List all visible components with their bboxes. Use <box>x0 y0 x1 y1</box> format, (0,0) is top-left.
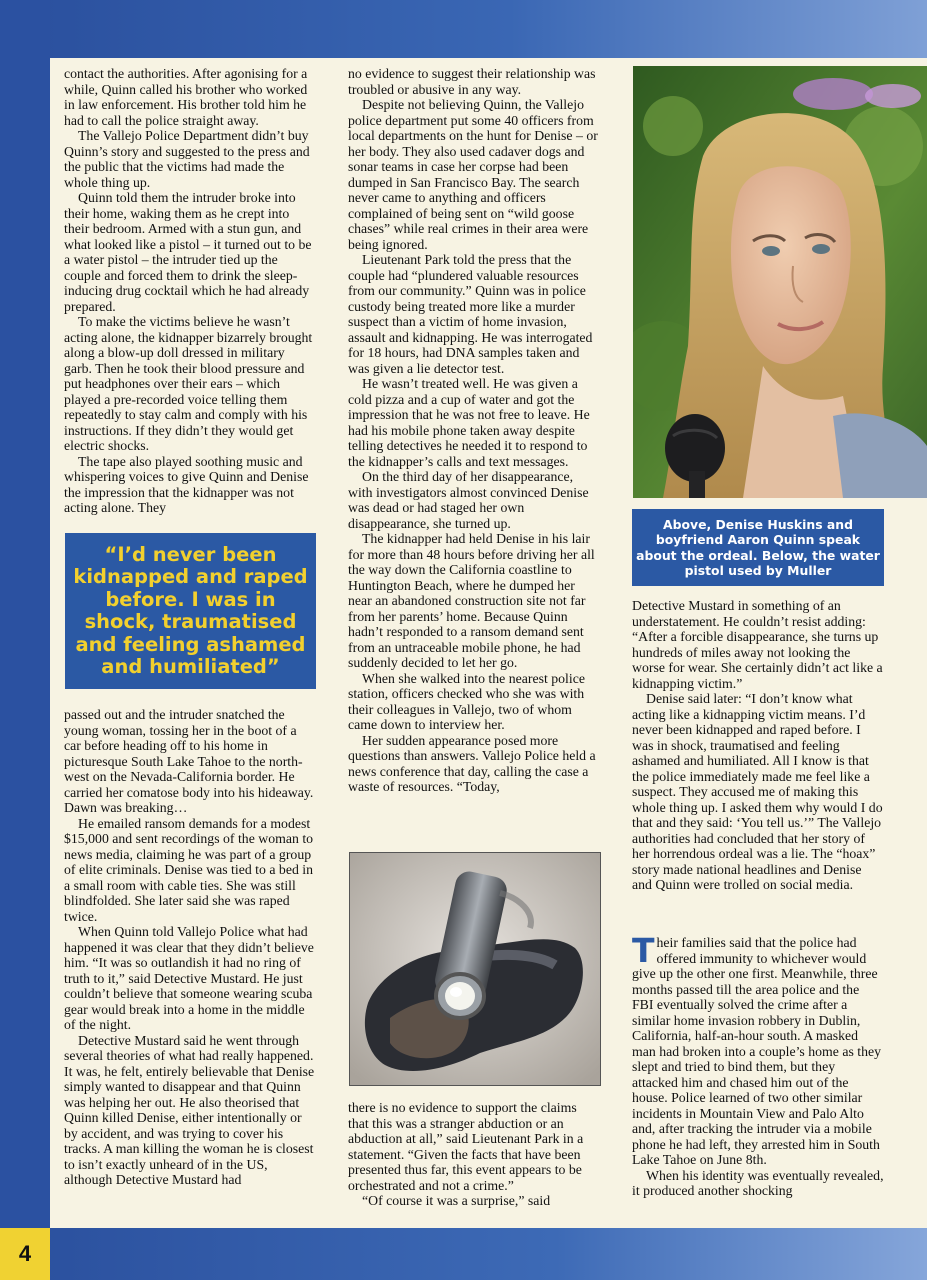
paragraph: When his identity was eventually revealed, it produced another shocking <box>632 1167 884 1198</box>
column-2-top <box>348 66 600 795</box>
paragraph: no evidence to suggest their relationship was troubled or abusive in any way. <box>348 66 596 97</box>
paragraph <box>632 931 884 1168</box>
left-border <box>0 0 50 1280</box>
paragraph: “Of course it was a surprise,” said <box>362 1193 551 1208</box>
drop-cap: T <box>632 931 655 970</box>
paragraph-text: heir families said that the police had offered immunity to whichever would give up the other one first. Meanwhile, three months passed till the area police and the FBI eventually solved the crime after a similar home invasion robbery in Dublin, California, half-an-hour south. A masked man had broken into a couple’s home as they slept and tried to bind them, but they attacked him and chased him out of the house. Police learned of two other similar incidents in Mountain View and Palo Alto and, after tracking the intruder via a mobile phone he had left, they arrested him in South Lake Tahoe on June 8th. <box>632 935 882 1167</box>
paragraph: The tape also played soothing music and whispering voices to give Quinn and Denise the impression that the kidnapper was not acting alone. They <box>64 453 309 515</box>
paragraph: The kidnapper had held Denise in his lair for more than 48 hours before driving her all the way down the California coastline to Huntington Beach, where he dumped her near an abandoned construction site not far from her parents’ home. Because Quinn hadn’t responded to a ransom demand sent from an untraceable mobile phone, he had suddenly decided to let her go. <box>348 531 595 670</box>
top-border <box>0 0 927 60</box>
column-3-top <box>632 598 884 893</box>
column-1-bottom <box>64 707 316 1188</box>
column-1-top <box>64 66 316 516</box>
paragraph: Denise said later: “I don’t know what acting like a kidnapping victim means. I’d never been kidnapped and raped before. I was in shock, traumatised and feeling ashamed and humiliated. All I know is that the police immediately made me feel like a suspect. They accused me of making this whole thing up. I asked them why would I do that and they said: ‘You tell us.’” The Vallejo authorities had concluded that her story of her horrendous ordeal was a lie. The “hoax” story made national headlines and Denise and Quinn were trolled on social media. <box>632 691 883 892</box>
paragraph: Lieutenant Park told the press that the couple had “plundered valuable resources from our community.” Quinn was in police custody being treated more like a murder suspect than a victim of home invasion, assault and kidnapping. He was interrogated for 18 hours, had DNA samples taken and was given a lie detector test. <box>348 252 593 376</box>
photo-caption: Above, Denise Huskins and boyfriend Aaron Quinn speak about the ordeal. Below, the water pistol used by Muller <box>636 516 880 578</box>
water-pistol-image <box>350 853 600 1085</box>
column-2-bottom <box>348 1100 600 1209</box>
paragraph: To make the victims believe he wasn’t acting alone, the kidnapper bizarrely brought along a blow-up doll dressed in military garb. Then he took their blood pressure and put headphones over their ears – which played a pre-recorded voice telling them repeatedly to stay calm and comply with his instructions. If they didn’t they would get electric shocks. <box>64 314 313 453</box>
pull-quote-box <box>65 533 316 689</box>
paragraph: The Vallejo Police Department didn’t buy Quinn’s story and suggested to the press and the public that the victims had made the whole thing up. <box>64 128 310 190</box>
paragraph: there is no evidence to support the claims that this was a stranger abduction or an abduction at all,” said Lieutenant Park in a statement. “Given the facts that have been presented thus far, this event appears to be orchestrated and not a crime.” <box>348 1100 584 1193</box>
paragraph: Detective Mustard in something of an understatement. He couldn’t resist adding: “After a forcible disappearance, she turns up hundreds of miles away not looking the worse for wear. She certainly didn’t act like a kidnapping victim.” <box>632 598 883 691</box>
column-3-bottom <box>632 931 884 1199</box>
portrait-image <box>633 66 927 498</box>
paragraph: He emailed ransom demands for a modest $15,000 and sent recordings of the woman to news media, claiming he was part of a group of elite criminals. Denise was tied to a bed in a small room with cable ties. She was still blindfolded. She later said she was raped twice. <box>64 815 314 924</box>
photo-caption-box <box>632 509 884 586</box>
paragraph: passed out and the intruder snatched the young woman, tossing her in the boot of a car before heading off to his home in picturesque South Lake Tahoe to the north-west on the Nevada-California border. He carried her comatose body into his hideaway. Dawn was breaking… <box>64 707 314 815</box>
water-pistol-photo <box>349 852 601 1086</box>
page-number-tab <box>0 1228 50 1280</box>
denise-huskins-photo <box>633 66 927 498</box>
page-number: 4 <box>18 1241 32 1266</box>
paragraph: When she walked into the nearest police station, officers checked who she was with their colleagues in Vallejo, two of whom came down to interview her. <box>348 670 585 732</box>
paragraph: Despite not believing Quinn, the Vallejo police department put some 40 officers from local departments on the hunt for Denise – or her body. They also used cadaver dogs and sonar teams in case her corpse had been dumped in San Francisco Bay. The search never came to anything and officers complained of being sent on “wild goose chases” while real crimes in their area were being ignored. <box>348 97 598 252</box>
paragraph: When Quinn told Vallejo Police what had happened it was clear that they didn’t believe him. “It was so outlandish it had no ring of truth to it,” said Detective Mustard. He just couldn’t believe that someone wearing scuba gear would break into a home in the middle of the night. <box>64 924 314 1032</box>
paragraph: Her sudden appearance posed more questions than answers. Vallejo Police held a news conference that day, calling the case a waste of resources. “Today, <box>348 732 596 794</box>
paragraph: He wasn’t treated well. He was given a cold pizza and a cup of water and got the impression that he was not free to leave. He had his mobile phone taken away despite telling detectives he needed it to respond to the kidnapper’s calls and text messages. <box>348 376 590 469</box>
paragraph: Quinn told them the intruder broke into their home, waking them as he crept into their bedroom. Armed with a stun gun, and what looked like a pistol – it turned out to be a water pistol – the intruder tied up the couple and forced them to drink the sleep-inducing drug cocktail which he had already prepared. <box>64 190 312 314</box>
bottom-border <box>0 1228 927 1280</box>
paragraph: Detective Mustard said he went through several theories of what had really happened. It was, he felt, entirely believable that Denise simply wanted to disappear and that Quinn was helping her out. He also theorised that Quinn killed Denise, either intentionally or by accident, and was trying to cover his tracks. A man killing the woman he is closest to isn’t exactly unheard of in the US, although Detective Mustard had <box>64 1032 315 1187</box>
paragraph: On the third day of her disappearance, with investigators almost convinced Denise was dead or had staged her own disappearance, she turned up. <box>348 469 589 531</box>
paragraph: contact the authorities. After agonising for a while, Quinn called his brother who worked in law enforcement. His brother told him he had to call the police straight away. <box>64 66 308 128</box>
pull-quote-text: “I’d never been kidnapped and raped before. I was in shock, traumatised and feeling ashamed and humiliated” <box>73 542 308 678</box>
